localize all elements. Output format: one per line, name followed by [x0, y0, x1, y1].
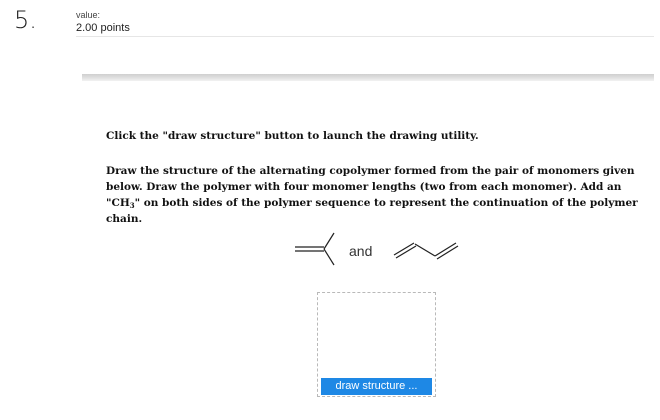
- point-value: 2.00 points: [76, 22, 130, 34]
- header-divider: [76, 36, 654, 37]
- monomer-structures: [290, 228, 470, 278]
- instruction-text: Click the "draw structure" button to launch the drawing utility.: [106, 130, 479, 142]
- paragraph-text-1: Draw the structure of the alternating copolymer formed from the pair of monomers given below. Draw the polymer with four monomer lengths (two from each monomer). Add an "CH: [106, 165, 635, 209]
- content-top-bar: [82, 74, 654, 81]
- paragraph-text-2: " on both sides of the polymer sequence to represent the continuation of the polymer chain.: [106, 197, 638, 225]
- and-conjunction: and: [349, 243, 373, 259]
- butadiene-structure: [394, 243, 458, 259]
- isobutylene-structure: [295, 233, 334, 265]
- ch3-subscript: 3: [129, 201, 135, 210]
- value-label: value:: [76, 10, 101, 20]
- draw-structure-button[interactable]: draw structure ...: [321, 378, 432, 395]
- question-number: 5.: [14, 6, 37, 34]
- question-paragraph: [106, 163, 646, 227]
